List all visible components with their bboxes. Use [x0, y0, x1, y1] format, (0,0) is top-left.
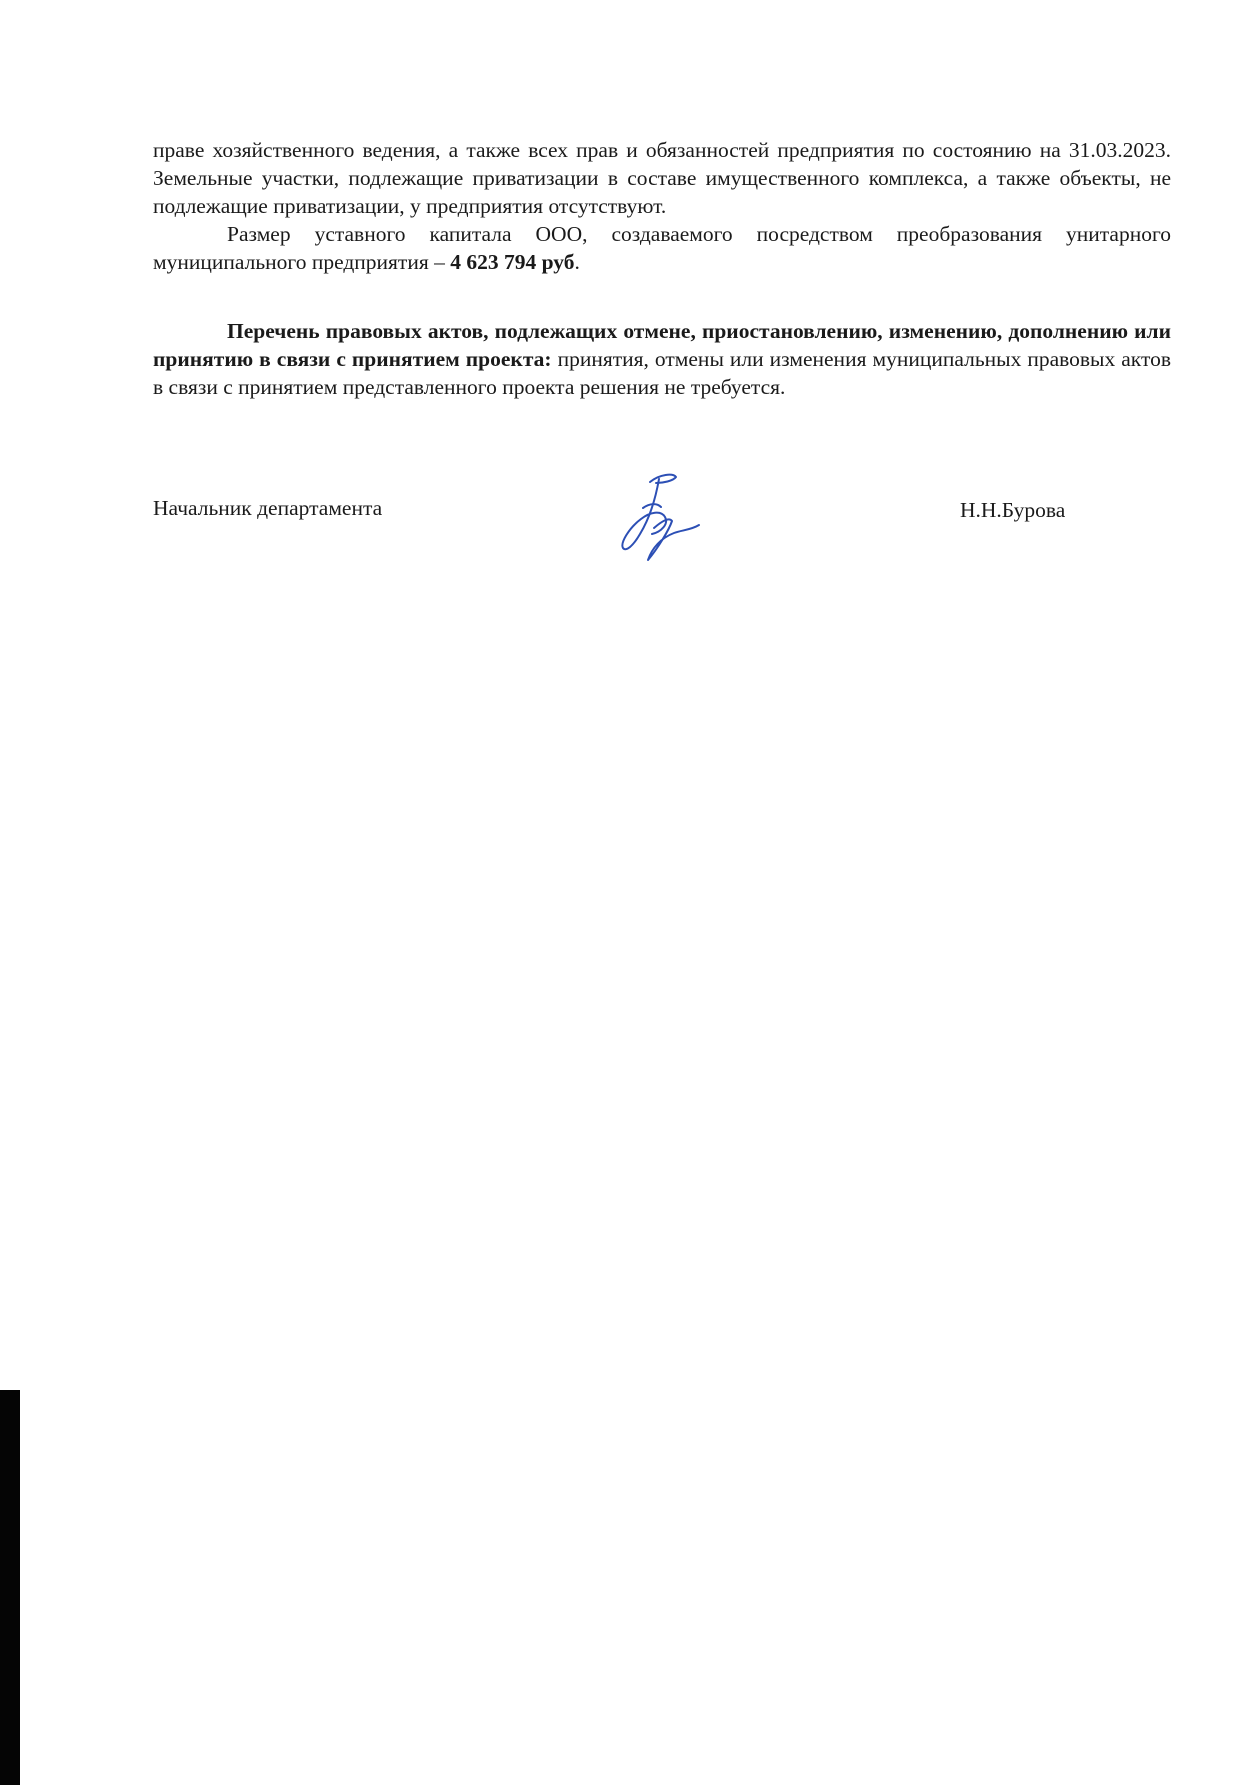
signatory-name: Н.Н.Бурова	[960, 498, 1066, 522]
paragraph-charter-capital	[153, 220, 1171, 276]
scan-border-shadow	[0, 1390, 20, 1785]
charter-capital-amount: 4 623 794 руб	[450, 249, 575, 274]
paragraph-property-rights: праве хозяйственного ведения, а также всех прав и обязанностей предприятия по состоянию на 31.03.2023. Земельные участки, подлежащие приватизации в составе имущественного комплекса, а также объекты, не подлежащие приватизации, у предприятия отсутствуют.	[153, 137, 1171, 218]
legal-acts-heading: Перечень правовых актов, подлежащих отмене, приостановлению, изменению, дополнению или принятию в связи с принятием проекта:	[153, 318, 1171, 371]
signatory-position: Начальник департамента	[153, 496, 383, 520]
charter-capital-text: Размер уставного капитала ООО, создаваемого посредством преобразования унитарного муниципального предприятия –	[153, 221, 1171, 274]
charter-capital-suffix: .	[574, 249, 580, 274]
paragraph-legal-acts	[153, 317, 1171, 401]
legal-acts-text: принятия, отмены или изменения муниципальных правовых актов в связи с принятием представленного проекта решения не требуется.	[153, 346, 1171, 399]
handwritten-signature	[616, 468, 702, 566]
